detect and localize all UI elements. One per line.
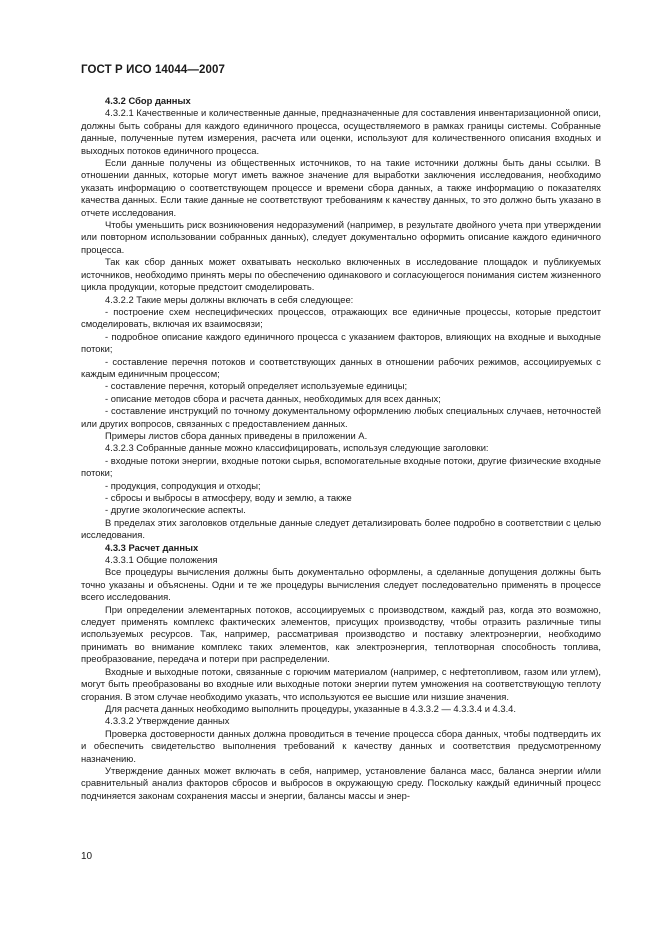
paragraph: При определении элементарных потоков, ассоциируемых с производством, каждый раз, когда это возможно, следует применять комплекс фактических элементов, присущих производству, чтобы отразить различные типы используемых ресурсов. Так, например, рассматривая производство и поставку электроэнергии, необходимо принимать во внимание комплекс таких элементов, как электроэнергия, теплотворная способность топлива, преобразование, передача и потери при распределении.	[81, 603, 601, 665]
paragraph: - составление перечня, который определяет используемые единицы;	[105, 380, 408, 392]
document-header: ГОСТ Р ИСО 14044—2007	[81, 64, 226, 76]
paragraph: В пределах этих заголовков отдельные данные следует детализировать более подробно в соответствии с целью исследования.	[81, 516, 601, 541]
paragraph: 4.3.2.3 Собранные данные можно классифицировать, используя следующие заголовки:	[105, 442, 489, 454]
document-body	[81, 95, 601, 802]
paragraph: Входные и выходные потоки, связанные с горючим материалом (например, с нефтетопливом, газом или углем), могут быть преобразованы во входные или выходные потоки энергии путем умножения на соответствующую теплоту сгорания. В этом случае необходимо указать, что используются ее высшие или низшие значения.	[81, 665, 601, 702]
page-number: 10	[81, 851, 93, 862]
paragraph: - продукция, сопродукция и отходы;	[105, 479, 261, 491]
paragraph: - построение схем неспецифических процессов, отражающих все единичные процессы, которые предстоит смоделировать, включая их взаимосвязи;	[81, 305, 601, 330]
paragraph: - составление инструкций по точному документальному оформлению любых специальных случаев, неточностей или других вопросов, связанных с предоставлением данных.	[81, 405, 601, 429]
section-heading: 4.3.2 Сбор данных	[105, 95, 191, 106]
paragraph: - описание методов сбора и расчета данных, необходимых для всех данных;	[105, 392, 441, 404]
paragraph: 4.3.3.1 Общие положения	[105, 554, 218, 566]
paragraph: - сбросы и выбросы в атмосферу, воду и землю, а также	[105, 492, 352, 503]
paragraph: - другие экологические аспекты.	[105, 504, 246, 516]
paragraph: Так как сбор данных может охватывать несколько включенных в исследование площадок и публикуемых источников, необходимо принять меры по обеспечению одинакового и согласующегося понимания систем жизненного цикла продукции, которые предстоит смоделировать.	[81, 256, 601, 293]
paragraph: Примеры листов сбора данных приведены в приложении А.	[105, 429, 368, 441]
paragraph: Для расчета данных необходимо выполнить процедуры, указанные в 4.3.3.2 — 4.3.3.4 и 4.3.4.	[105, 702, 516, 714]
paragraph: - входные потоки энергии, входные потоки сырья, вспомогательные входные потоки, другие физические входные потоки;	[81, 454, 601, 479]
paragraph: 4.3.2.2 Такие меры должны включать в себя следующее:	[105, 293, 354, 305]
paragraph: Если данные получены из общественных источников, то на такие источники должны быть даны ссылки. В отношении данных, которые могут иметь важное значение для выработки заключения исследования, необходимо указать информацию о соответствующем процессе и времени сбора данных, а также информацию о показателях качества данных. Если такие данные не соответствуют требованиям к качеству данных, то это должно быть указано в отчете исследования.	[81, 157, 601, 218]
paragraph: Чтобы уменьшить риск возникновения недоразумений (например, в результате двойного учета при утверждении или повторном использовании собранных данных), следует документально оформить описание каждого единичного процесса.	[81, 219, 601, 255]
paragraph: - составление перечня потоков и соответствующих данных в отношении рабочих режимов, ассоциируемых с каждым единичным процессом;	[81, 355, 601, 379]
paragraph: Все процедуры вычисления должны быть документально оформлены, а сделанные допущения должны быть точно указаны и объяснены. Одни и те же процедуры вычисления следует последовательно применять в процессе всего исследования.	[81, 566, 601, 603]
paragraph: 4.3.2.1 Качественные и количественные данные, предназначенные для составления инвентаризационной описи, должны быть собраны для каждого единичного процесса, осуществляемого в рамках границы системы. Собранные данные, полученные путем измерения, расчета или оценки, используют для количественного описания входных и выходных потоков единичного процесса.	[81, 107, 601, 156]
paragraph: Утверждение данных может включать в себя, например, установление баланса масс, баланса энергии и/или сравнительный анализ факторов сбросов и выбросов в окружающую среду. Поскольку каждый единичный процесс подчиняется законам сохранения массы и энергии, балансы массы и энер-	[81, 764, 601, 801]
paragraph: Проверка достоверности данных должна проводиться в течение процесса сбора данных, чтобы подтвердить их и обеспечить свидетельство выполнения требований к качеству данных и соответствия предусмотренному назначению.	[81, 727, 601, 764]
section-heading: 4.3.3 Расчет данных	[105, 541, 199, 553]
paragraph: 4.3.3.2 Утверждение данных	[105, 715, 230, 727]
paragraph: - подробное описание каждого единичного процесса с указанием факторов, влияющих на входные и выходные потоки;	[81, 330, 601, 355]
